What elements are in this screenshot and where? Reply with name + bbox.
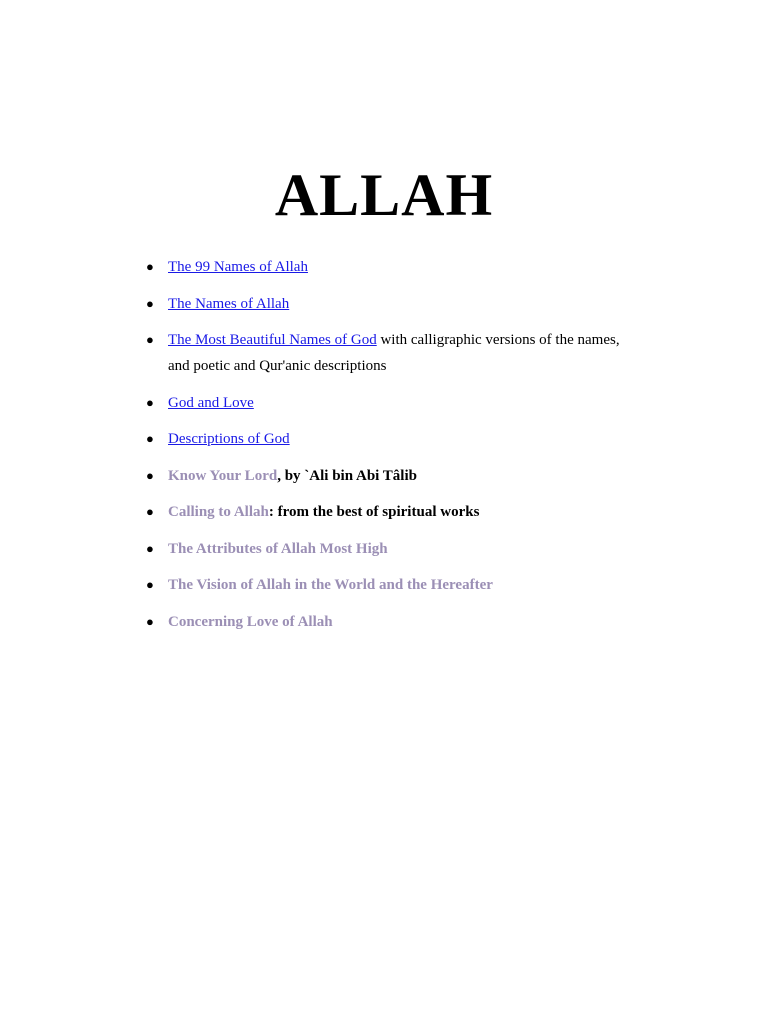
list-item (146, 536, 638, 562)
bullet-icon: ● (146, 504, 154, 519)
bullet-icon: ● (146, 540, 154, 556)
link-calling-to-allah[interactable]: Calling to Allah (168, 504, 269, 520)
list-item (146, 572, 638, 598)
link-99-names-of-allah[interactable]: The 99 Names of Allah (168, 259, 308, 275)
bullet-icon: ● (146, 431, 154, 446)
bullet-icon: ● (146, 467, 154, 483)
link-names-of-allah[interactable]: The Names of Allah (168, 295, 290, 312)
item-description: : from the best of spiritual works (268, 504, 480, 520)
list-item (146, 291, 638, 317)
page-title: ALLAH (274, 162, 494, 228)
list-item (146, 390, 638, 416)
link-most-beautiful-names-of-god[interactable]: The Most Beautiful Names of God (168, 332, 377, 348)
bullet-icon: ● (146, 394, 154, 410)
list-item (146, 426, 638, 452)
list-item (146, 499, 638, 525)
link-know-your-lord[interactable]: Know Your Lord (168, 467, 278, 484)
item-description: with calligraphic versions of the names, and poetic and Qur'anic descriptions (168, 332, 620, 374)
link-god-and-love[interactable]: God and Love (168, 394, 254, 411)
bullet-icon: ● (146, 577, 154, 592)
bullet-icon: ● (146, 613, 154, 629)
list-item (146, 609, 638, 635)
link-concerning-love-of-allah[interactable]: Concerning Love of Allah (168, 613, 333, 630)
bullet-icon: ● (146, 259, 154, 274)
link-vision-of-allah[interactable]: The Vision of Allah in the World and the Hereafter (168, 577, 493, 593)
bullet-icon: ● (146, 332, 154, 347)
list-item (146, 254, 638, 280)
list-item (146, 463, 638, 489)
item-description: , by `Ali bin Abi Tâlib (277, 467, 417, 484)
link-descriptions-of-god[interactable]: Descriptions of God (168, 431, 290, 447)
list-item (146, 327, 638, 379)
bullet-icon: ● (146, 295, 154, 311)
link-attributes-of-allah[interactable]: The Attributes of Allah Most High (168, 540, 388, 557)
link-list (146, 254, 638, 645)
